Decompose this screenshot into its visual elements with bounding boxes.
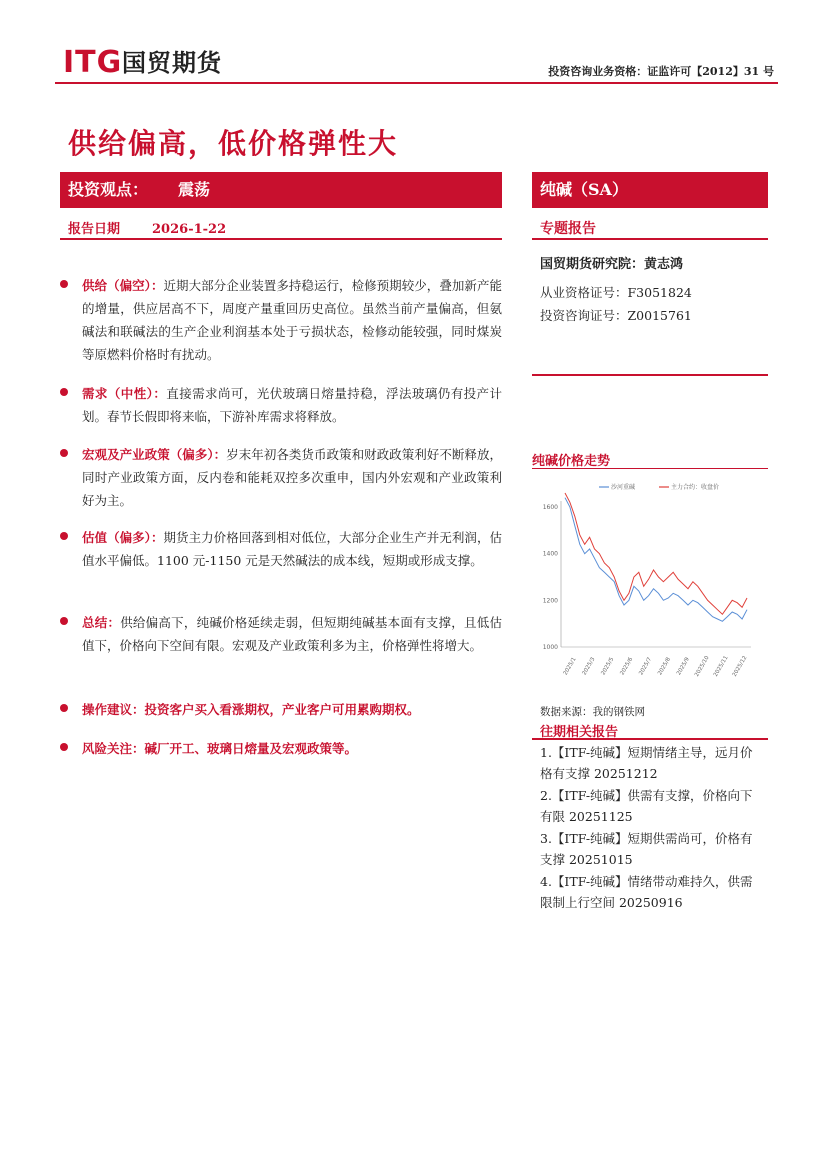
x-tick-label: 2025/9 (676, 656, 691, 677)
bullet-dot (60, 388, 68, 396)
legend-label: 主力合约：收盘价 (671, 484, 720, 491)
price-chart-svg (537, 477, 765, 687)
legend-label: 沙河重碱 (611, 484, 636, 491)
right-divider (532, 374, 768, 376)
chart-divider (532, 468, 768, 469)
bullet-dot (60, 449, 68, 457)
bullet-dot (60, 532, 68, 540)
x-tick-label: 2025/7 (638, 656, 654, 677)
bullet-label: 操作建议： (82, 702, 145, 717)
bullet-text: 期货主力价格回落到相对低位，大部分企业生产并无利润，估值水平偏低。1100 元-1150 元是天然碱法的成本线，短期或形成支撑。 (82, 530, 502, 568)
report-date-value: 2026-1-22 (152, 222, 227, 237)
bullet-label: 总结： (82, 615, 121, 630)
related-report-item[interactable]: 3.【ITF-纯碱】短期供需尚可，价格有支撑 20251015 (540, 831, 753, 867)
bullet-macro (68, 443, 502, 512)
bullet-label: 需求（中性）： (82, 386, 167, 401)
report-title: 供给偏高，低价格弹性大 (68, 127, 399, 160)
qualification-text: 投资咨询业务资格：证监许可【2012】31 号 (548, 65, 774, 78)
x-tick-label: 2025/3 (581, 656, 597, 677)
x-tick-label: 2025/11 (712, 655, 730, 678)
y-tick-label: 1600 (542, 504, 558, 511)
bullet-text: 直接需求尚可，光伏玻璃日熔量持稳，浮法玻璃仍有投产计划。春节长假即将来临，下游补库需求将释放。 (82, 386, 502, 424)
x-tick-label: 2025/1 (562, 656, 578, 677)
view-bar (60, 172, 502, 208)
bullet-dot (60, 280, 68, 288)
report-date-row (60, 218, 502, 240)
report-type: 专题报告 (532, 218, 768, 240)
bullet-label: 估值（偏多）： (82, 530, 164, 545)
report-date-label: 报告日期 (68, 222, 121, 237)
analyst-name: 国贸期货研究院：黄志鸿 (540, 257, 684, 272)
bullet-text: 供给偏高下，纯碱价格延续走弱，但短期纯碱基本面有支撑，且低估值下，价格向下空间有限。宏观及产业政策利多为主，价格弹性将增大。 (82, 615, 502, 653)
related-report-item[interactable]: 2.【ITF-纯碱】供需有支撑，价格向下有限 20251125 (540, 788, 753, 824)
x-tick-label: 2025/12 (731, 655, 749, 678)
bullet-text: 岁末年初各类货币政策和财政政策利好不断释放，同时产业政策方面，反内卷和能耗双控多次重申，国内外宏观和产业政策利好为主。 (82, 447, 502, 508)
chart-source: 数据来源：我的钢铁网 (540, 706, 645, 718)
bullet-dot (60, 743, 68, 751)
bullet-dot (60, 617, 68, 625)
bullet-text: 碱厂开工、玻璃日熔量及宏观政策等。 (144, 741, 358, 756)
y-tick-label: 1200 (542, 597, 558, 605)
view-value: 震荡 (178, 180, 211, 199)
bullet-operation (68, 698, 502, 721)
product-bar: 纯碱（SA） (532, 172, 768, 208)
bullet-text: 投资客户买入看涨期权，产业客户可用累购期权。 (144, 702, 420, 717)
bullet-label: 供给（偏空）： (82, 278, 164, 293)
bullet-label: 风险关注： (82, 741, 145, 756)
x-tick-label: 2025/10 (694, 655, 711, 678)
analyst-cert-1: 从业资格证号：F3051824 (540, 285, 692, 300)
price-chart (537, 477, 765, 687)
related-report-item[interactable]: 1.【ITF-纯碱】短期情绪主导，远月价格有支撑 20251212 (540, 745, 753, 781)
bullet-valuation (68, 526, 502, 572)
x-tick-label: 2025/6 (619, 656, 635, 677)
header-divider (55, 82, 778, 84)
bullet-risk (68, 737, 502, 760)
x-tick-label: 2025/5 (600, 656, 616, 677)
logo-itg: ITG (63, 45, 123, 80)
logo-company-name: 国贸期货 (122, 49, 222, 77)
chart-title: 纯碱价格走势 (532, 454, 611, 469)
bullet-label: 宏观及产业政策（偏多）： (82, 447, 227, 462)
y-tick-label: 1000 (542, 644, 558, 651)
bullet-text: 近期大部分企业装置多持稳运行，检修预期较少，叠加新产能的增量，供应居高不下，周度产量重回历史高位。虽然当前产量偏高，但氨碱法和联碱法的生产企业利润基本处于亏损状态，检修动能较强，同时煤炭等原燃料价格时有扰动。 (82, 278, 502, 362)
bullet-demand (68, 382, 502, 428)
analyst-cert-2: 投资咨询证号：Z0015761 (540, 308, 692, 323)
related-report-item[interactable]: 4.【ITF-纯碱】情绪带动难持久，供需限制上行空间 20250916 (540, 874, 753, 910)
related-divider (532, 738, 768, 740)
bullet-dot (60, 704, 68, 712)
bullet-supply (68, 274, 502, 366)
series-line (565, 498, 747, 622)
x-tick-label: 2025/8 (657, 656, 673, 677)
y-tick-label: 1400 (542, 550, 558, 558)
related-reports-title: 往期相关报告 (540, 725, 619, 740)
bullet-summary (68, 611, 502, 657)
view-label: 投资观点： (68, 180, 149, 199)
